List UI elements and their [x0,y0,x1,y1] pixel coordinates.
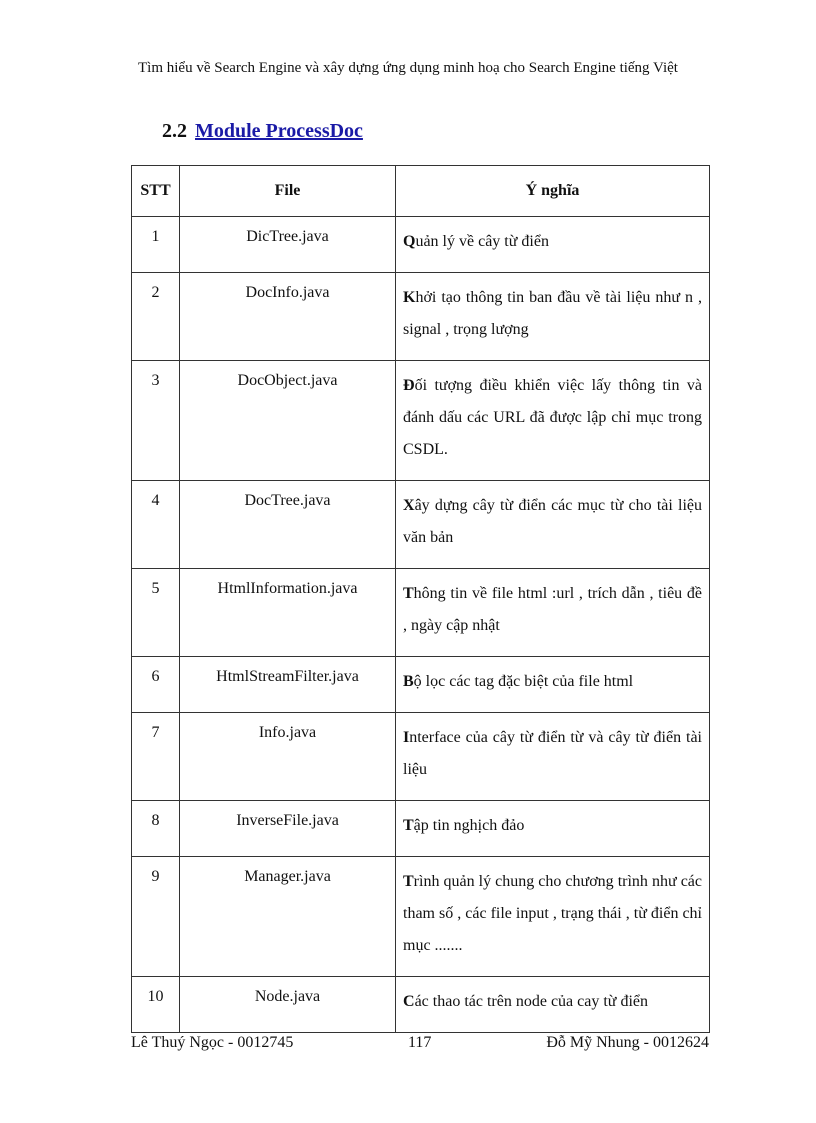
table-row [132,273,710,361]
row-file: DocTree.java [180,481,396,569]
meaning-initial: K [403,289,416,306]
table-row [132,657,710,713]
table-row [132,713,710,801]
meaning-initial: X [403,497,415,514]
row-file: Info.java [180,713,396,801]
table-row [132,857,710,977]
row-file: InverseFile.java [180,801,396,857]
row-stt: 4 [132,481,180,569]
meaning-text: hông tin về file html :url , trích dẫn , tiêu đề , ngày cập nhật [403,585,702,634]
section-title-link[interactable]: Module ProcessDoc [195,120,363,142]
meaning-text: ộ lọc các tag đặc biệt của file html [413,673,634,690]
row-file: DocInfo.java [180,273,396,361]
section-number: 2.2 [162,120,187,142]
row-meaning [396,361,710,481]
row-meaning [396,273,710,361]
row-meaning [396,569,710,657]
row-stt: 7 [132,713,180,801]
row-stt: 3 [132,361,180,481]
row-meaning [396,857,710,977]
footer-author-left: Lê Thuý Ngọc - 0012745 [131,1034,294,1051]
meaning-initial: C [403,993,415,1010]
row-meaning [396,801,710,857]
row-meaning [396,481,710,569]
row-file: DicTree.java [180,217,396,273]
row-stt: 9 [132,857,180,977]
row-stt: 2 [132,273,180,361]
column-header-file: File [180,166,396,217]
meaning-text: uản lý về cây từ điển [415,233,549,250]
row-meaning [396,713,710,801]
meaning-initial: B [403,673,414,690]
meaning-text: ây dựng cây từ điển các mục từ cho tài liệu văn bản [403,497,702,546]
table-row [132,481,710,569]
meaning-text: hởi tạo thông tin ban đầu về tài liệu như n , signal , trọng lượng [403,289,702,338]
row-meaning [396,217,710,273]
row-meaning [396,657,710,713]
table-header-row [132,166,710,217]
section-heading [162,120,363,143]
table-row [132,217,710,273]
meaning-initial: T [403,817,414,834]
meaning-initial: T [403,585,414,602]
table-row [132,361,710,481]
page-header: Tìm hiểu về Search Engine và xây dựng ứng dụng minh hoạ cho Search Engine tiếng Việt [138,60,678,76]
row-file: HtmlInformation.java [180,569,396,657]
page-number: 117 [408,1034,432,1051]
meaning-initial: I [403,729,410,746]
column-header-meaning: Ý nghĩa [396,166,710,217]
file-table [131,165,710,1033]
row-stt: 8 [132,801,180,857]
row-stt: 6 [132,657,180,713]
meaning-text: nterface của cây từ điển từ và cây từ điển tài liệu [403,729,702,778]
meaning-initial: Đ [403,377,415,394]
table-row [132,801,710,857]
table-row [132,569,710,657]
row-file: HtmlStreamFilter.java [180,657,396,713]
meaning-text: ối tượng điều khiển việc lấy thông tin và đánh dấu các URL đã được lập chỉ mục trong CSDL. [403,377,702,458]
row-file: Node.java [180,977,396,1033]
row-file: DocObject.java [180,361,396,481]
row-meaning [396,977,710,1033]
table-row [132,977,710,1033]
meaning-initial: Q [403,233,416,250]
footer-author-right: Đỗ Mỹ Nhung - 0012624 [546,1034,709,1051]
row-stt: 10 [132,977,180,1033]
column-header-stt: STT [132,166,180,217]
meaning-text: rình quản lý chung cho chương trình như các tham số , các file input , trạng thái , từ điển chỉ mục ....... [403,873,702,954]
meaning-initial: T [403,873,414,890]
row-stt: 1 [132,217,180,273]
row-stt: 5 [132,569,180,657]
meaning-text: ác thao tác trên node của cay từ điển [414,993,649,1010]
meaning-text: ập tin nghịch đảo [413,817,525,834]
row-file: Manager.java [180,857,396,977]
